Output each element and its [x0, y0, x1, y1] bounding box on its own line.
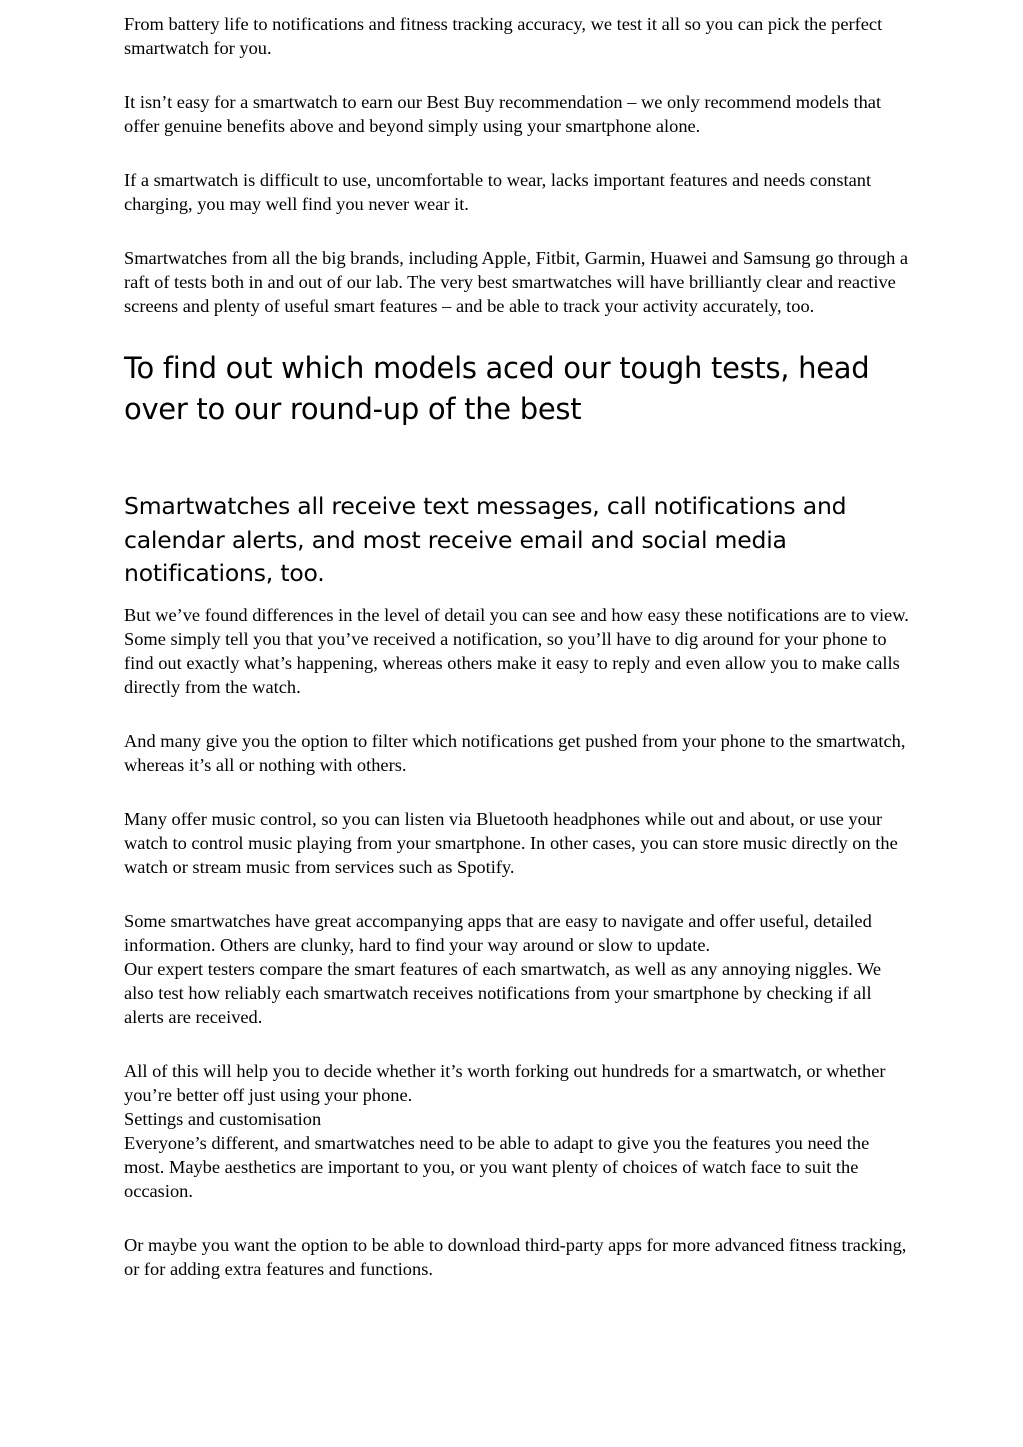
paragraph-testers-line: Our expert testers compare the smart features of each smartwatch, as well as any annoying niggles. We also test how reliably each smartwatch receives notifications from your smartphone by checking if all alerts are received.	[124, 958, 882, 1027]
paragraph-big-brands: Smartwatches from all the big brands, including Apple, Fitbit, Garmin, Huawei and Samsung go through a raft of tests both in and out of our lab. The very best smartwatches will have brilliantly clear and reactive screens and plenty of useful smart features – and be able to track your activity accurately, too.	[124, 248, 909, 316]
paragraph-apps	[124, 909, 914, 1029]
paragraph-decide	[124, 1059, 914, 1203]
paragraph-best-buy: It isn’t easy for a smartwatch to earn our Best Buy recommendation – we only recommend models that offer genuine benefits above and beyond simply using your smartphone alone.	[124, 92, 882, 136]
paragraph-intro: From battery life to notifications and fitness tracking accuracy, we test it all so you can pick the perfect smartwatch for you.	[124, 14, 883, 58]
paragraph-filter-notifications: And many give you the option to filter which notifications get pushed from your phone to the smartwatch, whereas it’s all or nothing with others.	[124, 730, 906, 775]
paragraph-music-control: Many offer music control, so you can listen via Bluetooth headphones while out and about, or use your watch to control music playing from your smartphone. In other cases, you can store music directly on the watch or stream music from services such as Spotify.	[124, 808, 898, 877]
paragraph-apps-line: Some smartwatches have great accompanying apps that are easy to navigate and offer useful, detailed information. Others are clunky, hard to find your way around or slow to update.	[124, 910, 872, 955]
heading-notifications: Smartwatches all receive text messages, call notifications and calendar alerts, and most receive email and social media notifications, too.	[124, 492, 847, 587]
paragraph-difficult-to-use: If a smartwatch is difficult to use, uncomfortable to wear, lacks important features and needs constant charging, you may well find you never wear it.	[124, 170, 872, 214]
paragraph-everyone-different-line: Everyone’s different, and smartwatches need to be able to adapt to give you the features you need the most. Maybe aesthetics are important to you, or you want plenty of choices of watch face to suit the occasion.	[124, 1132, 870, 1201]
paragraph-notification-details: But we’ve found differences in the level of detail you can see and how easy these notifications are to view. Some simply tell you that you’ve received a notification, so you’ll have to dig around for your phone to find out exactly what’s happening, whereas others make it easy to reply and even allow you to make calls directly from the watch.	[124, 604, 909, 697]
document-page	[124, 12, 914, 1311]
subheading-settings: Settings and customisation	[124, 1108, 322, 1129]
paragraph-third-party-apps: Or maybe you want the option to be able to download third-party apps for more advanced fitness tracking, or for adding extra features and functions.	[124, 1234, 907, 1279]
paragraph-decide-line: All of this will help you to decide whether it’s worth forking out hundreds for a smartwatch, or whether you’re better off just using your phone.	[124, 1060, 886, 1105]
heading-tough-tests: To find out which models aced our tough tests, head over to our round-up of the best	[124, 351, 870, 426]
